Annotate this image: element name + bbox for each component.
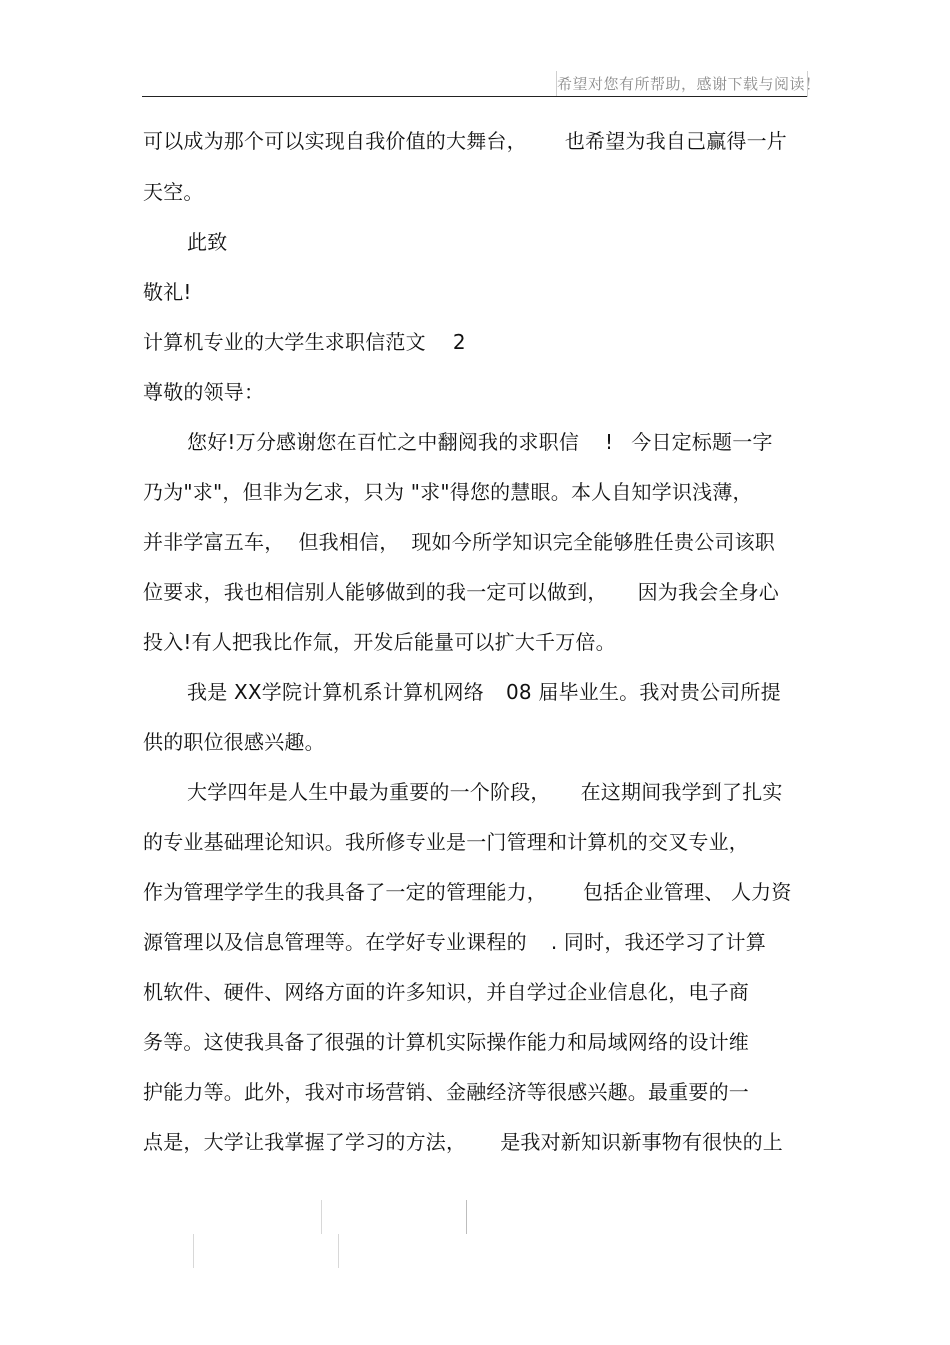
text-fragment: 尊敬的领导： <box>143 380 265 404</box>
body-line-10 <box>143 578 779 606</box>
text-fragment: 大学四年是人生中最为重要的一个阶段， <box>187 780 551 804</box>
section-title <box>143 328 466 356</box>
scan-artifact-line <box>321 1200 322 1234</box>
text-fragment: 敬礼! <box>143 280 192 304</box>
body-line-19 <box>143 1028 749 1056</box>
text-fragment: 务等。这使我具备了很强的计算机实际操作能力和局域网络的设计维 <box>143 1030 749 1054</box>
text-fragment: 今日定标题一字 <box>631 430 773 454</box>
scan-artifact-line <box>338 1234 339 1268</box>
body-line-9 <box>143 528 775 556</box>
body-line-2 <box>143 178 204 206</box>
closing-regards <box>143 278 192 306</box>
header-note: 希望对您有所帮助，感谢下载与阅读！ <box>556 71 808 97</box>
body-line-7 <box>187 428 773 456</box>
text-fragment: 天空。 <box>143 180 204 204</box>
scan-artifact-line <box>193 1234 194 1268</box>
body-line-14 <box>187 778 783 806</box>
text-fragment: 源管理以及信息管理等。在学好专业课程的 <box>143 930 527 954</box>
text-fragment: 计算机专业的大学生求职信范文 <box>143 330 426 354</box>
body-line-17 <box>143 928 766 956</box>
text-fragment: ! <box>605 430 614 454</box>
text-fragment: 的专业基础理论知识。我所修专业是一门管理和计算机的交叉专业， <box>143 830 749 854</box>
text-fragment: 投入!有人把我比作氚，开发后能量可以扩大千万倍。 <box>143 630 616 654</box>
body-line-16 <box>143 878 792 906</box>
text-fragment: 供的职位很感兴趣。 <box>143 730 325 754</box>
body-line-13 <box>143 728 325 756</box>
text-fragment: . 同时，我还学习了计算 <box>550 930 766 954</box>
body-line-20 <box>143 1078 749 1106</box>
text-fragment: 因为我会全身心 <box>637 580 780 604</box>
text-fragment: 是我对新知识新事物有很快的上 <box>500 1130 784 1154</box>
header-divider <box>142 96 807 97</box>
text-fragment: 也希望为我自己赢得一片 <box>564 129 788 153</box>
scan-artifact-line <box>466 1200 467 1234</box>
body-line-12 <box>187 678 781 706</box>
text-fragment: 我是 XX学院计算机系计算机网络 <box>187 680 484 704</box>
text-fragment: 可以成为那个可以实现自我价值的大舞台， <box>143 129 527 153</box>
closing-salutation <box>187 228 227 256</box>
text-fragment: 08 届毕业生。我对贵公司所提 <box>505 680 781 704</box>
text-fragment: 并非学富五车， <box>143 530 285 554</box>
text-fragment: 护能力等。此外，我对市场营销、金融经济等很感兴趣。最重要的一 <box>143 1080 749 1104</box>
body-line-8 <box>143 478 753 506</box>
body-line-1 <box>143 127 787 155</box>
text-fragment: 位要求，我也相信别人能够做到的我一定可以做到， <box>143 580 608 604</box>
text-fragment: 点是，大学让我掌握了学习的方法， <box>143 1130 467 1154</box>
text-fragment: 在这期间我学到了扎实 <box>580 780 783 804</box>
text-fragment: 此致 <box>187 230 228 254</box>
text-fragment: 2 <box>452 330 466 354</box>
text-fragment: 包括企业管理、 人力资 <box>583 880 792 904</box>
body-line-21 <box>143 1128 783 1156</box>
text-fragment: 但我相信， <box>298 530 400 554</box>
greeting <box>143 378 264 406</box>
body-line-18 <box>143 978 749 1006</box>
body-line-15 <box>143 828 749 856</box>
text-fragment: 您好!万分感谢您在百忙之中翻阅我的求职信 <box>187 430 580 454</box>
text-fragment: 机软件、硬件、网络方面的许多知识，并自学过企业信息化，电子商 <box>143 980 749 1004</box>
text-fragment: 现如今所学知识完全能够胜任贵公司该职 <box>411 530 776 554</box>
text-fragment: 乃为"求"，但非为乞求，只为 "求"得您的慧眼。本人自知学识浅薄， <box>143 480 753 504</box>
text-fragment: 作为管理学学生的我具备了一定的管理能力， <box>143 880 547 904</box>
body-line-11 <box>143 628 616 656</box>
